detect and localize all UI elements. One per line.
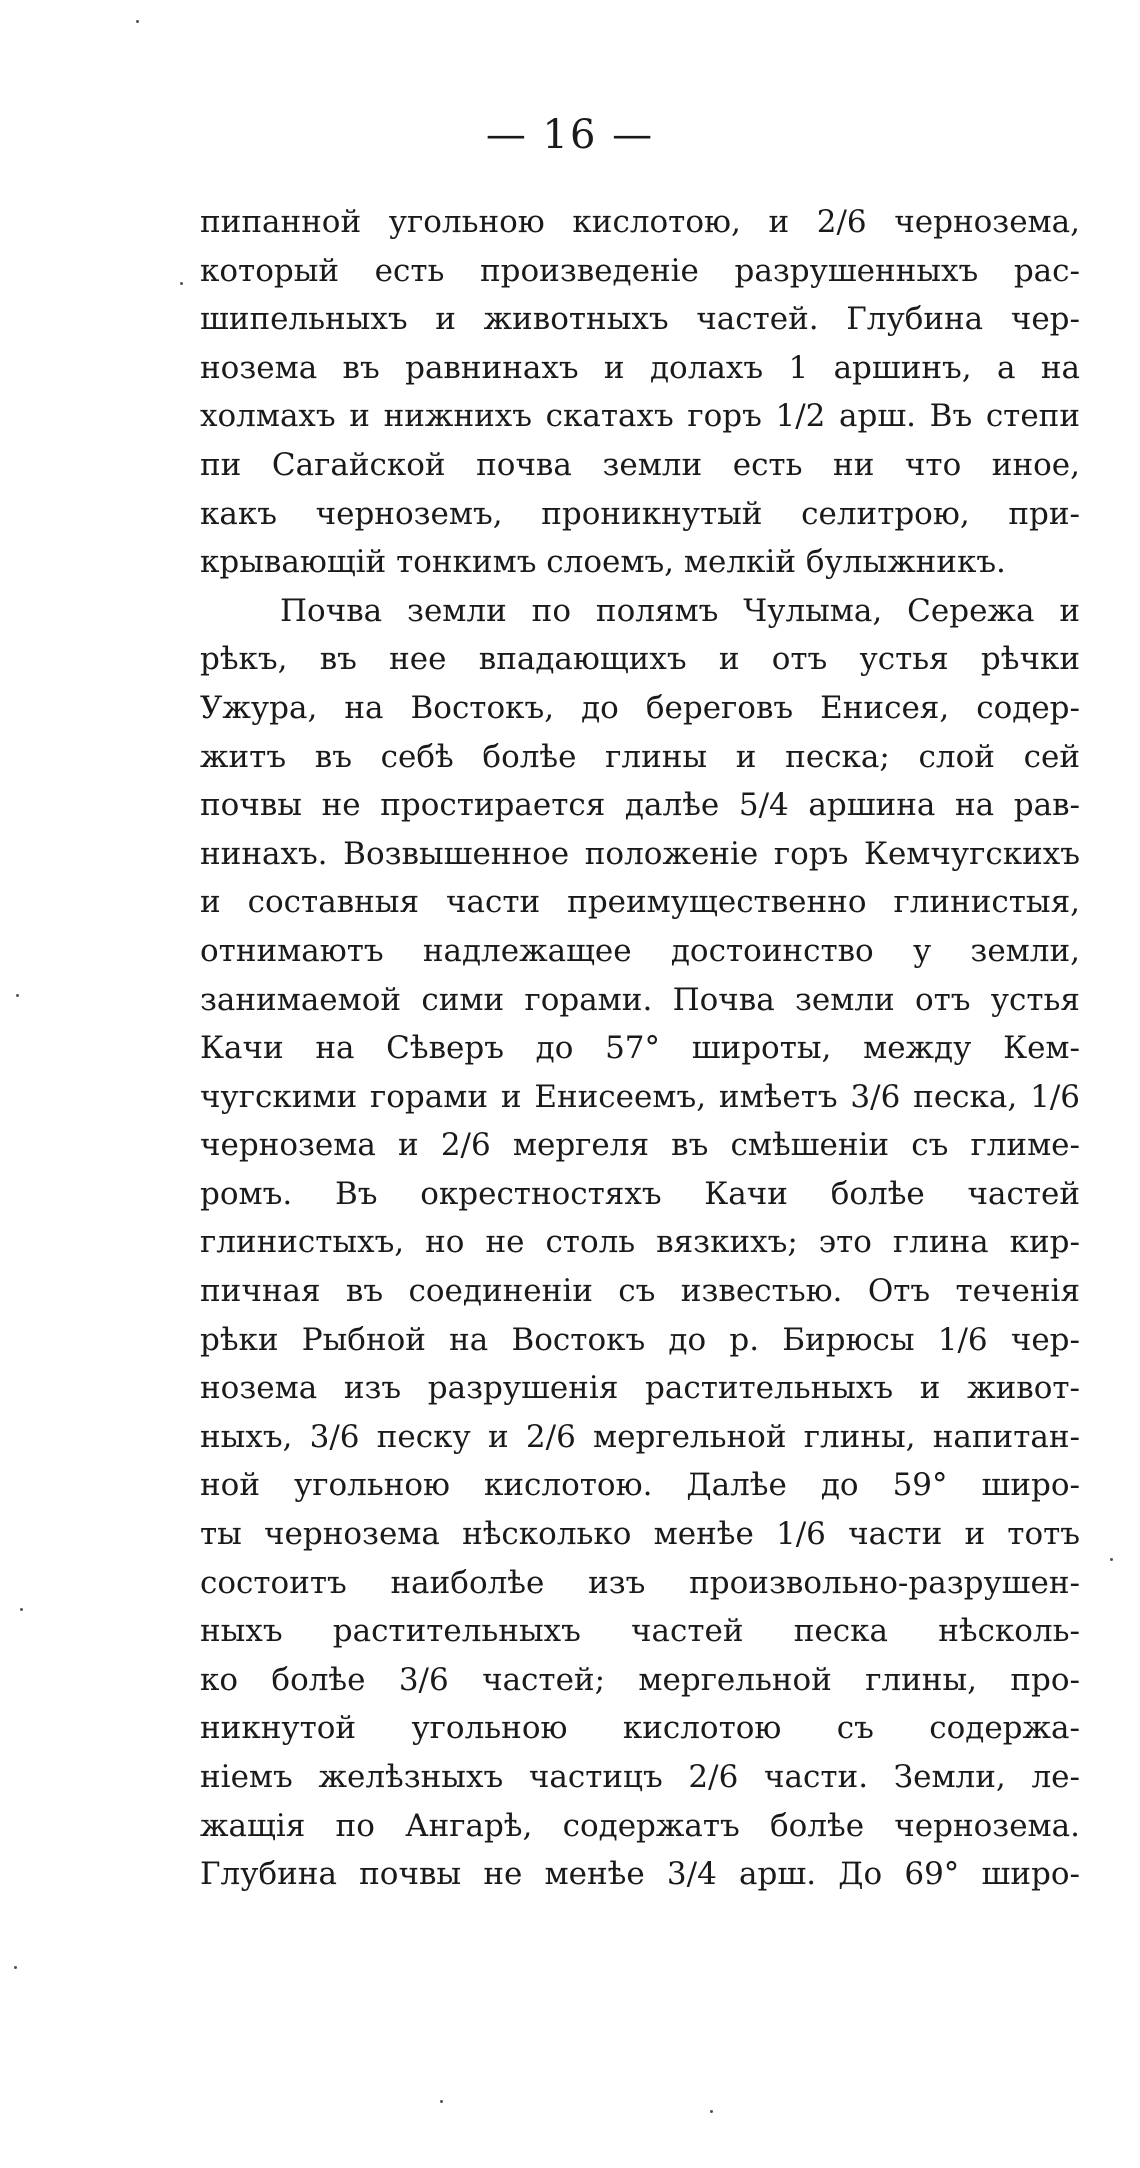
text-line: ромъ. Въ окрестностяхъ Качи болѣе частей — [200, 1175, 1080, 1212]
text-line: Глубина почвы не менѣе 3/4 арш. До 69° широ- — [200, 1856, 1080, 1893]
text-line: жащія по Ангарѣ, содержатъ болѣе чернозема. — [200, 1807, 1080, 1844]
text-line: пипанной угольною кислотою, и 2/6 чернозема, — [200, 204, 1080, 240]
text-line: ныхъ растительныхъ частей песка нѣсколь- — [200, 1613, 1080, 1650]
scan-speck — [1110, 1558, 1113, 1561]
text-line: рѣки Рыбной на Востокъ до р. Бирюсы 1/6 чер- — [200, 1321, 1080, 1358]
text-line: который есть произведеніе разрушенныхъ рас- — [200, 252, 1080, 289]
scan-speck — [136, 20, 139, 23]
page-number: — 16 — — [485, 112, 655, 158]
text-line: и составныя части преимущественно глинистыя, — [200, 884, 1080, 921]
text-line: рѣкъ, въ нее впадающихъ и отъ устья рѣчки — [200, 641, 1080, 678]
text-line: чернозема и 2/6 мергеля въ смѣшеніи съ глиме- — [200, 1127, 1080, 1164]
scan-speck — [14, 1966, 17, 1969]
text-line: крывающій тонкимъ слоемъ, мелкій булыжникъ. — [200, 544, 1006, 581]
text-line: ніемъ желѣзныхъ частицъ 2/6 части. Земли, ле- — [200, 1759, 1080, 1795]
text-line: глинистыхъ, но не столь вязкихъ; это глина кир- — [200, 1224, 1080, 1261]
scan-speck — [180, 282, 183, 285]
text-line: какъ черноземъ, проникнутый селитрою, при- — [200, 495, 1080, 532]
scan-speck — [440, 2100, 443, 2103]
scan-speck — [710, 2110, 713, 2113]
body-text — [200, 198, 1080, 1899]
text-line: Ужура, на Востокъ, до береговъ Енисея, содер- — [200, 689, 1080, 726]
text-line: нозема изъ разрушенія растительныхъ и живот- — [200, 1370, 1080, 1407]
text-line: ной угольною кислотою. Далѣе до 59° широ- — [200, 1467, 1080, 1504]
text-line: житъ въ себѣ болѣе глины и песка; слой сей — [200, 738, 1080, 775]
text-line: нинахъ. Возвышенное положеніе горъ Кемчугскихъ — [200, 835, 1080, 872]
text-line: отнимаютъ надлежащее достоинство у земли, — [200, 932, 1080, 969]
scan-speck — [20, 1608, 23, 1611]
text-line: шипельныхъ и животныхъ частей. Глубина чер- — [200, 301, 1080, 338]
text-line: состоитъ наиболѣе изъ произвольно-разрушен- — [200, 1564, 1080, 1601]
text-line: никнутой угольною кислотою съ содержа- — [200, 1710, 1080, 1747]
text-line: пи Сагайской почва земли есть ни что иное, — [200, 446, 1080, 483]
text-line: ныхъ, 3/6 песку и 2/6 мергельной глины, напитан- — [200, 1418, 1080, 1455]
text-line: почвы не простирается далѣе 5/4 аршина на рав- — [200, 787, 1080, 824]
text-line: ко болѣе 3/6 частей; мергельной глины, про- — [200, 1661, 1080, 1698]
text-line: нозема въ равнинахъ и долахъ 1 аршинъ, а на — [200, 349, 1080, 386]
text-line: ты чернозема нѣсколько менѣе 1/6 части и тотъ — [200, 1516, 1080, 1553]
text-line: чугскими горами и Енисеемъ, имѣетъ 3/6 песка, 1/6 — [200, 1078, 1080, 1115]
text-line: пичная въ соединеніи съ известью. Отъ теченія — [200, 1273, 1080, 1310]
text-line: занимаемой сими горами. Почва земли отъ устья — [200, 981, 1080, 1018]
text-line: Почва земли по полямъ Чулыма, Сережа и — [280, 592, 1080, 629]
text-line: Качи на Сѣверъ до 57° широты, между Кем- — [200, 1030, 1080, 1067]
scan-speck — [16, 994, 19, 997]
text-line: холмахъ и нижнихъ скатахъ горъ 1/2 арш. Въ степи — [200, 398, 1080, 435]
